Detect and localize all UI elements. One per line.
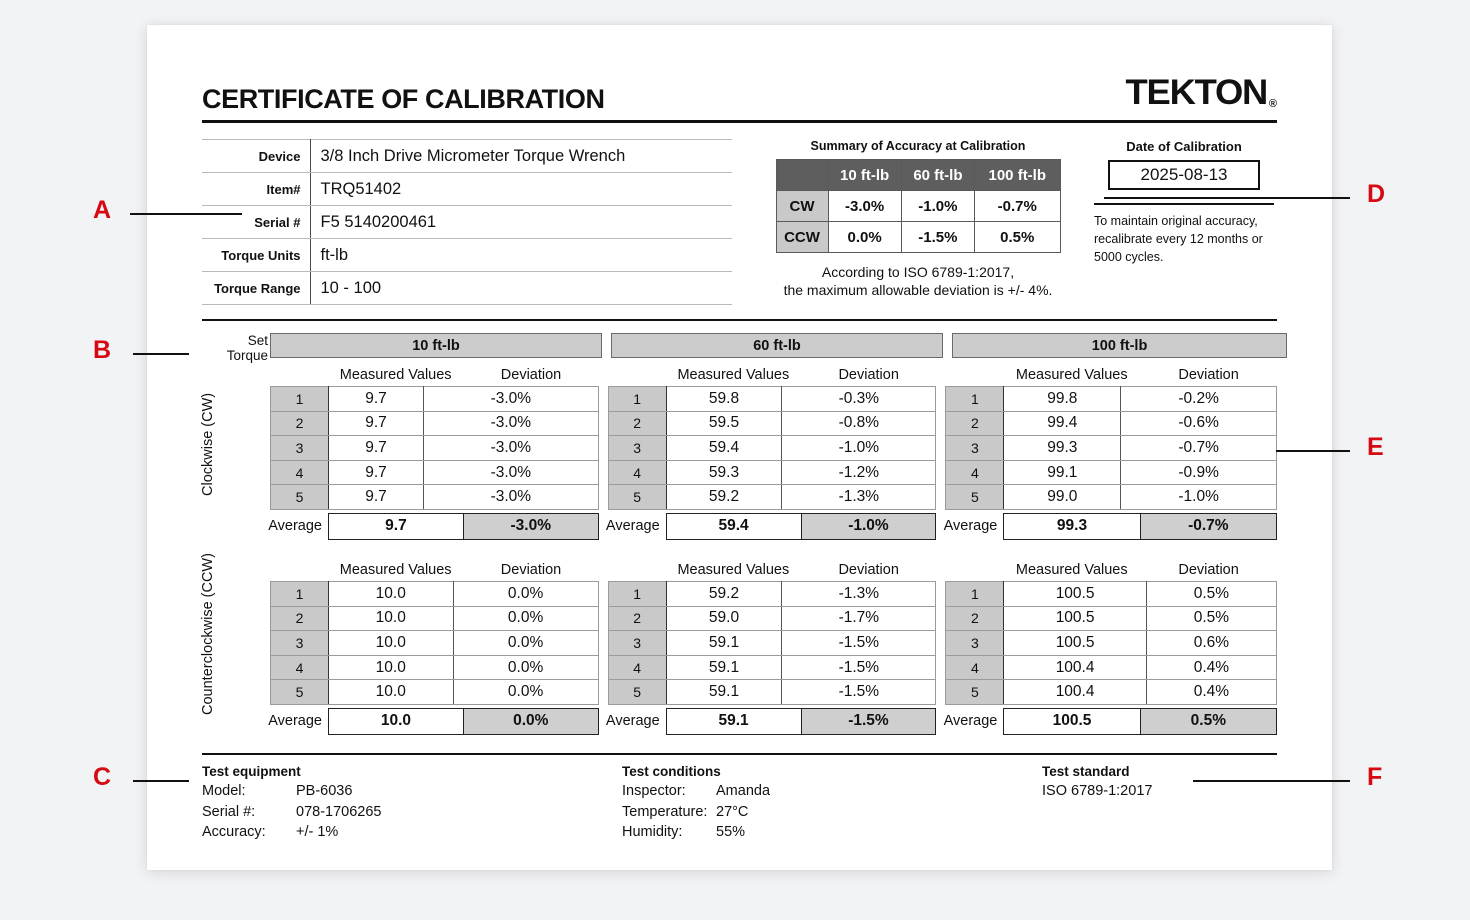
item-number-label: Item# (202, 173, 310, 206)
deviation-value: -1.5% (782, 655, 936, 680)
annotation-leader-e (1276, 450, 1350, 452)
measured-value: 99.0 (1004, 485, 1121, 510)
table-row (271, 387, 599, 412)
summary-ccw-100: 0.5% (975, 222, 1060, 253)
serial-number-label: Serial # (202, 206, 310, 239)
set-torque-band-10: 10 ft-lb (270, 333, 602, 358)
deviation-value: -1.3% (782, 485, 936, 510)
annotation-leader-a (130, 213, 242, 215)
average-deviation: -0.7% (1141, 514, 1276, 539)
humidity-value: 55% (716, 824, 746, 841)
measured-value: 59.5 (666, 411, 782, 436)
annotation-marker-a: A (93, 196, 112, 224)
annotation-marker-c: C (93, 763, 112, 791)
table-row (608, 631, 936, 656)
measured-value: 100.5 (1004, 581, 1147, 606)
row-index: 4 (608, 460, 666, 485)
iso-note-line-2: the maximum allowable deviation is +/- 4%. (783, 282, 1053, 299)
summary-row-label-ccw: CCW (776, 222, 828, 253)
torque-range-value: 10 - 100 (310, 272, 732, 305)
measured-value: 9.7 (329, 436, 424, 461)
average-measured: 99.3 (1004, 514, 1140, 539)
deviation-value: -0.8% (782, 411, 936, 436)
summary-row-label-cw: CW (776, 191, 828, 222)
row-index: 3 (271, 631, 329, 656)
temperature-key: Temperature: (622, 803, 708, 820)
average-label: Average (943, 713, 998, 730)
average-row (270, 708, 599, 735)
table-row (202, 239, 732, 272)
measured-value: 99.8 (1004, 387, 1121, 412)
cw-block-60 (605, 364, 937, 540)
deviation-value: -0.2% (1121, 387, 1277, 412)
measured-value: 59.0 (666, 606, 782, 631)
table-row (608, 680, 936, 705)
inspector-key: Inspector: (622, 782, 686, 799)
average-label: Average (268, 713, 322, 730)
annotation-leader-d (1104, 197, 1350, 199)
row-index: 2 (271, 411, 329, 436)
deviation-value: 0.0% (453, 581, 598, 606)
table-row (271, 411, 599, 436)
average-deviation: -1.5% (802, 709, 936, 734)
table-row (271, 606, 599, 631)
accuracy-key: Accuracy: (202, 824, 266, 841)
average-label: Average (605, 518, 660, 535)
row-index: 3 (608, 436, 666, 461)
row-index: 2 (608, 606, 666, 631)
deviation-value: 0.0% (453, 631, 598, 656)
measured-value: 9.7 (329, 460, 424, 485)
deviation-value: -1.7% (782, 606, 936, 631)
row-index: 5 (946, 680, 1004, 705)
ccw-block-10 (270, 559, 599, 735)
column-headers (945, 559, 1277, 581)
average-deviation: -1.0% (802, 514, 936, 539)
measured-value: 100.4 (1004, 680, 1147, 705)
average-measured: 100.5 (1004, 709, 1140, 734)
measured-value: 59.2 (666, 581, 782, 606)
row-index: 1 (608, 581, 666, 606)
test-standard-value: ISO 6789-1:2017 (1042, 782, 1153, 799)
average-measured: 9.7 (329, 514, 464, 539)
measured-value: 99.3 (1004, 436, 1121, 461)
table-row (608, 581, 936, 606)
table-row (271, 631, 599, 656)
annotation-marker-b: B (93, 336, 112, 364)
inspector-value: Amanda (716, 782, 771, 799)
set-torque-label-line-2: Torque (226, 348, 268, 364)
footer-section (202, 764, 1277, 843)
average-deviation: 0.0% (464, 709, 598, 734)
average-row (945, 708, 1277, 735)
deviation-value: 0.6% (1146, 631, 1276, 656)
test-equipment-heading: Test equipment (202, 763, 301, 779)
measured-value: 59.4 (666, 436, 782, 461)
average-label: Average (268, 518, 322, 535)
summary-col-10: 10 ft-lb (828, 160, 901, 191)
brand-name: TEKTON (1125, 73, 1267, 112)
direction-label-ccw: Counterclockwise (CCW) (200, 553, 216, 715)
cw-blocks-row (270, 364, 1277, 540)
row-index: 4 (271, 655, 329, 680)
serial-key: Serial #: (202, 803, 256, 820)
cw-60-table (608, 386, 937, 510)
row-index: 1 (946, 581, 1004, 606)
summary-cw-10: -3.0% (828, 191, 901, 222)
deviation-value: -3.0% (423, 460, 598, 485)
test-conditions-heading: Test conditions (622, 763, 721, 779)
measured-value: 10.0 (329, 680, 454, 705)
col-header-measured: Measured Values (339, 561, 452, 578)
serial-number-value: F5 5140200461 (310, 206, 732, 239)
ccw-block-100 (945, 559, 1277, 735)
row-index: 3 (946, 631, 1004, 656)
column-headers (945, 364, 1277, 386)
summary-cw-100: -0.7% (975, 191, 1060, 222)
measured-value: 9.7 (329, 485, 424, 510)
deviation-value: 0.0% (453, 655, 598, 680)
annotation-leader-f (1193, 780, 1350, 782)
measured-value: 10.0 (329, 581, 454, 606)
table-row (271, 680, 599, 705)
deviation-value: 0.4% (1146, 655, 1276, 680)
measured-value: 99.1 (1004, 460, 1121, 485)
deviation-value: 0.5% (1146, 606, 1276, 631)
deviation-value: -0.3% (782, 387, 936, 412)
measured-value: 59.8 (666, 387, 782, 412)
device-info-table (202, 139, 732, 305)
average-measured: 59.1 (667, 709, 802, 734)
col-header-deviation: Deviation (500, 561, 562, 578)
page-title: CERTIFICATE OF CALIBRATION (202, 84, 605, 114)
accuracy-summary (768, 139, 1068, 305)
test-equipment-column (202, 764, 622, 843)
annotation-marker-d: D (1367, 180, 1386, 208)
col-header-deviation: Deviation (500, 367, 562, 383)
row-index: 3 (271, 436, 329, 461)
average-row (605, 708, 937, 735)
summary-ccw-60: -1.5% (901, 222, 974, 253)
row-index: 2 (271, 606, 329, 631)
row-index: 3 (608, 631, 666, 656)
col-header-measured: Measured Values (1015, 561, 1128, 578)
header-divider (202, 120, 1277, 123)
column-headers (270, 559, 599, 581)
measured-value: 59.3 (666, 460, 782, 485)
test-conditions-humidity (622, 822, 1042, 843)
test-conditions-inspector (622, 781, 1042, 802)
column-headers (608, 559, 937, 581)
certificate-sheet (147, 25, 1332, 870)
row-index: 4 (946, 460, 1004, 485)
deviation-value: 0.0% (453, 606, 598, 631)
table-row (946, 606, 1277, 631)
ccw-blocks-row (270, 559, 1277, 735)
average-label: Average (943, 518, 998, 535)
col-header-measured: Measured Values (677, 561, 790, 578)
accuracy-summary-caption: Summary of Accuracy at Calibration (810, 139, 1026, 153)
table-row (608, 460, 936, 485)
table-row (271, 436, 599, 461)
table-row (608, 436, 936, 461)
deviation-value: -3.0% (423, 436, 598, 461)
humidity-key: Humidity: (622, 824, 683, 841)
measured-value: 9.7 (329, 411, 424, 436)
row-index: 4 (271, 460, 329, 485)
row-index: 1 (608, 387, 666, 412)
annotation-marker-f: F (1367, 763, 1383, 791)
ccw-60-table (608, 581, 937, 705)
test-equipment-accuracy (202, 822, 622, 843)
calibration-date-divider (1094, 203, 1274, 205)
table-row (946, 680, 1277, 705)
row-index: 2 (946, 606, 1004, 631)
col-header-measured: Measured Values (677, 367, 790, 383)
row-index: 5 (946, 485, 1004, 510)
test-conditions-column (622, 764, 1042, 843)
deviation-value: -1.3% (782, 581, 936, 606)
set-torque-label-line-1: Set (247, 333, 268, 348)
row-index: 5 (271, 485, 329, 510)
iso-note-line-1: According to ISO 6789-1:2017, (821, 264, 1015, 280)
item-number-value: TRQ51402 (310, 173, 732, 206)
test-conditions-temperature (622, 802, 1042, 823)
row-index: 1 (271, 387, 329, 412)
measured-value: 99.4 (1004, 411, 1121, 436)
accuracy-summary-table (776, 159, 1061, 253)
ccw-100-table (945, 581, 1277, 705)
table-row (271, 581, 599, 606)
measured-value: 100.4 (1004, 655, 1147, 680)
iso-note (768, 263, 1068, 300)
temperature-value: 27°C (716, 803, 749, 820)
average-measured: 10.0 (329, 709, 464, 734)
model-value: PB-6036 (296, 782, 353, 799)
col-header-deviation: Deviation (1178, 367, 1239, 383)
row-index: 5 (608, 680, 666, 705)
row-index: 2 (608, 411, 666, 436)
deviation-value: -0.9% (1121, 460, 1277, 485)
measured-value: 59.1 (666, 631, 782, 656)
test-standard-column (1042, 764, 1277, 843)
deviation-value: -1.0% (1121, 485, 1277, 510)
col-header-deviation: Deviation (838, 367, 899, 383)
row-index: 1 (946, 387, 1004, 412)
deviation-value: 0.0% (453, 680, 598, 705)
table-row (608, 485, 936, 510)
table-row (608, 411, 936, 436)
summary-col-100: 100 ft-lb (975, 160, 1060, 191)
deviation-value: -1.2% (782, 460, 936, 485)
cw-10-table (270, 386, 599, 510)
calibration-date-caption: Date of Calibration (1126, 139, 1242, 154)
direction-label-cw: Clockwise (CW) (200, 392, 216, 496)
deviation-value: -1.0% (782, 436, 936, 461)
summary-col-60: 60 ft-lb (901, 160, 974, 191)
column-headers (270, 364, 599, 386)
table-row (946, 460, 1277, 485)
table-row (946, 387, 1277, 412)
measured-value: 10.0 (329, 655, 454, 680)
deviation-value: 0.5% (1146, 581, 1276, 606)
table-row (776, 222, 1060, 253)
torque-range-label: Torque Range (202, 272, 310, 305)
deviation-value: -1.5% (782, 680, 936, 705)
measurements-section (202, 333, 1277, 735)
ccw-block-60 (605, 559, 937, 735)
device-value: 3/8 Inch Drive Micrometer Torque Wrench (310, 140, 732, 173)
table-row (271, 460, 599, 485)
table-row (946, 655, 1277, 680)
deviation-value: -0.7% (1121, 436, 1277, 461)
table-row (946, 436, 1277, 461)
set-torque-band-100: 100 ft-lb (952, 333, 1287, 358)
measured-value: 100.5 (1004, 631, 1147, 656)
row-index: 1 (271, 581, 329, 606)
row-index: 4 (608, 655, 666, 680)
summary-ccw-10: 0.0% (828, 222, 901, 253)
deviation-value: -3.0% (423, 411, 598, 436)
annotation-leader-c (133, 780, 189, 782)
table-row (946, 411, 1277, 436)
set-torque-band-60: 60 ft-lb (611, 333, 943, 358)
accuracy-value: +/- 1% (296, 824, 339, 841)
serial-value: 078-1706265 (296, 803, 382, 820)
row-index: 2 (946, 411, 1004, 436)
annotation-marker-e: E (1367, 433, 1384, 461)
recalibration-note: To maintain original accuracy, recalibrate every 12 months or 5000 cycles. (1094, 214, 1263, 265)
measured-value: 9.7 (329, 387, 424, 412)
deviation-value: -3.0% (423, 387, 598, 412)
table-row (202, 140, 732, 173)
cw-block-100 (945, 364, 1277, 540)
col-header-deviation: Deviation (1178, 561, 1239, 578)
deviation-value: -1.5% (782, 631, 936, 656)
section-divider-bottom (202, 753, 1277, 755)
top-section (202, 139, 1277, 305)
average-row (270, 513, 599, 540)
set-torque-label (202, 333, 268, 363)
torque-units-value: ft-lb (310, 239, 732, 272)
table-row (946, 581, 1277, 606)
table-row (202, 173, 732, 206)
summary-corner-cell (776, 160, 828, 191)
table-row (608, 655, 936, 680)
test-standard-heading: Test standard (1042, 763, 1130, 779)
col-header-measured: Measured Values (1015, 367, 1128, 383)
table-row (776, 191, 1060, 222)
deviation-value: 0.4% (1146, 680, 1276, 705)
certificate-header (202, 55, 1277, 115)
table-row (271, 485, 599, 510)
measured-value: 59.2 (666, 485, 782, 510)
measured-value: 59.1 (666, 655, 782, 680)
average-deviation: 0.5% (1141, 709, 1276, 734)
row-index: 4 (946, 655, 1004, 680)
cw-100-table (945, 386, 1277, 510)
row-index: 5 (608, 485, 666, 510)
table-header-row (776, 160, 1060, 191)
col-header-deviation: Deviation (838, 561, 899, 578)
table-row (202, 272, 732, 305)
measured-value: 59.1 (666, 680, 782, 705)
table-row (946, 631, 1277, 656)
torque-units-label: Torque Units (202, 239, 310, 272)
device-label: Device (202, 140, 310, 173)
brand-logo (1125, 73, 1277, 115)
deviation-value: -3.0% (423, 485, 598, 510)
registered-trademark-icon: ® (1268, 98, 1277, 110)
section-divider-top (202, 319, 1277, 321)
model-key: Model: (202, 782, 246, 799)
cw-block-10 (270, 364, 599, 540)
measured-value: 100.5 (1004, 606, 1147, 631)
average-measured: 59.4 (667, 514, 802, 539)
measured-value: 10.0 (329, 606, 454, 631)
row-index: 3 (946, 436, 1004, 461)
annotation-leader-b (133, 353, 189, 355)
calibration-date-section (1094, 139, 1274, 305)
summary-cw-60: -1.0% (901, 191, 974, 222)
test-equipment-serial (202, 802, 622, 823)
table-row (202, 206, 732, 239)
row-index: 5 (271, 680, 329, 705)
average-deviation: -3.0% (464, 514, 598, 539)
table-row (608, 387, 936, 412)
average-row (945, 513, 1277, 540)
test-equipment-model (202, 781, 622, 802)
table-row (608, 606, 936, 631)
deviation-value: -0.6% (1121, 411, 1277, 436)
average-label: Average (605, 713, 660, 730)
average-row (605, 513, 937, 540)
col-header-measured: Measured Values (339, 367, 452, 383)
ccw-10-table (270, 581, 599, 705)
set-torque-bands-row (248, 333, 1277, 358)
measured-value: 10.0 (329, 631, 454, 656)
column-headers (608, 364, 937, 386)
table-row (271, 655, 599, 680)
table-row (946, 485, 1277, 510)
calibration-date-value: 2025-08-13 (1108, 160, 1260, 190)
